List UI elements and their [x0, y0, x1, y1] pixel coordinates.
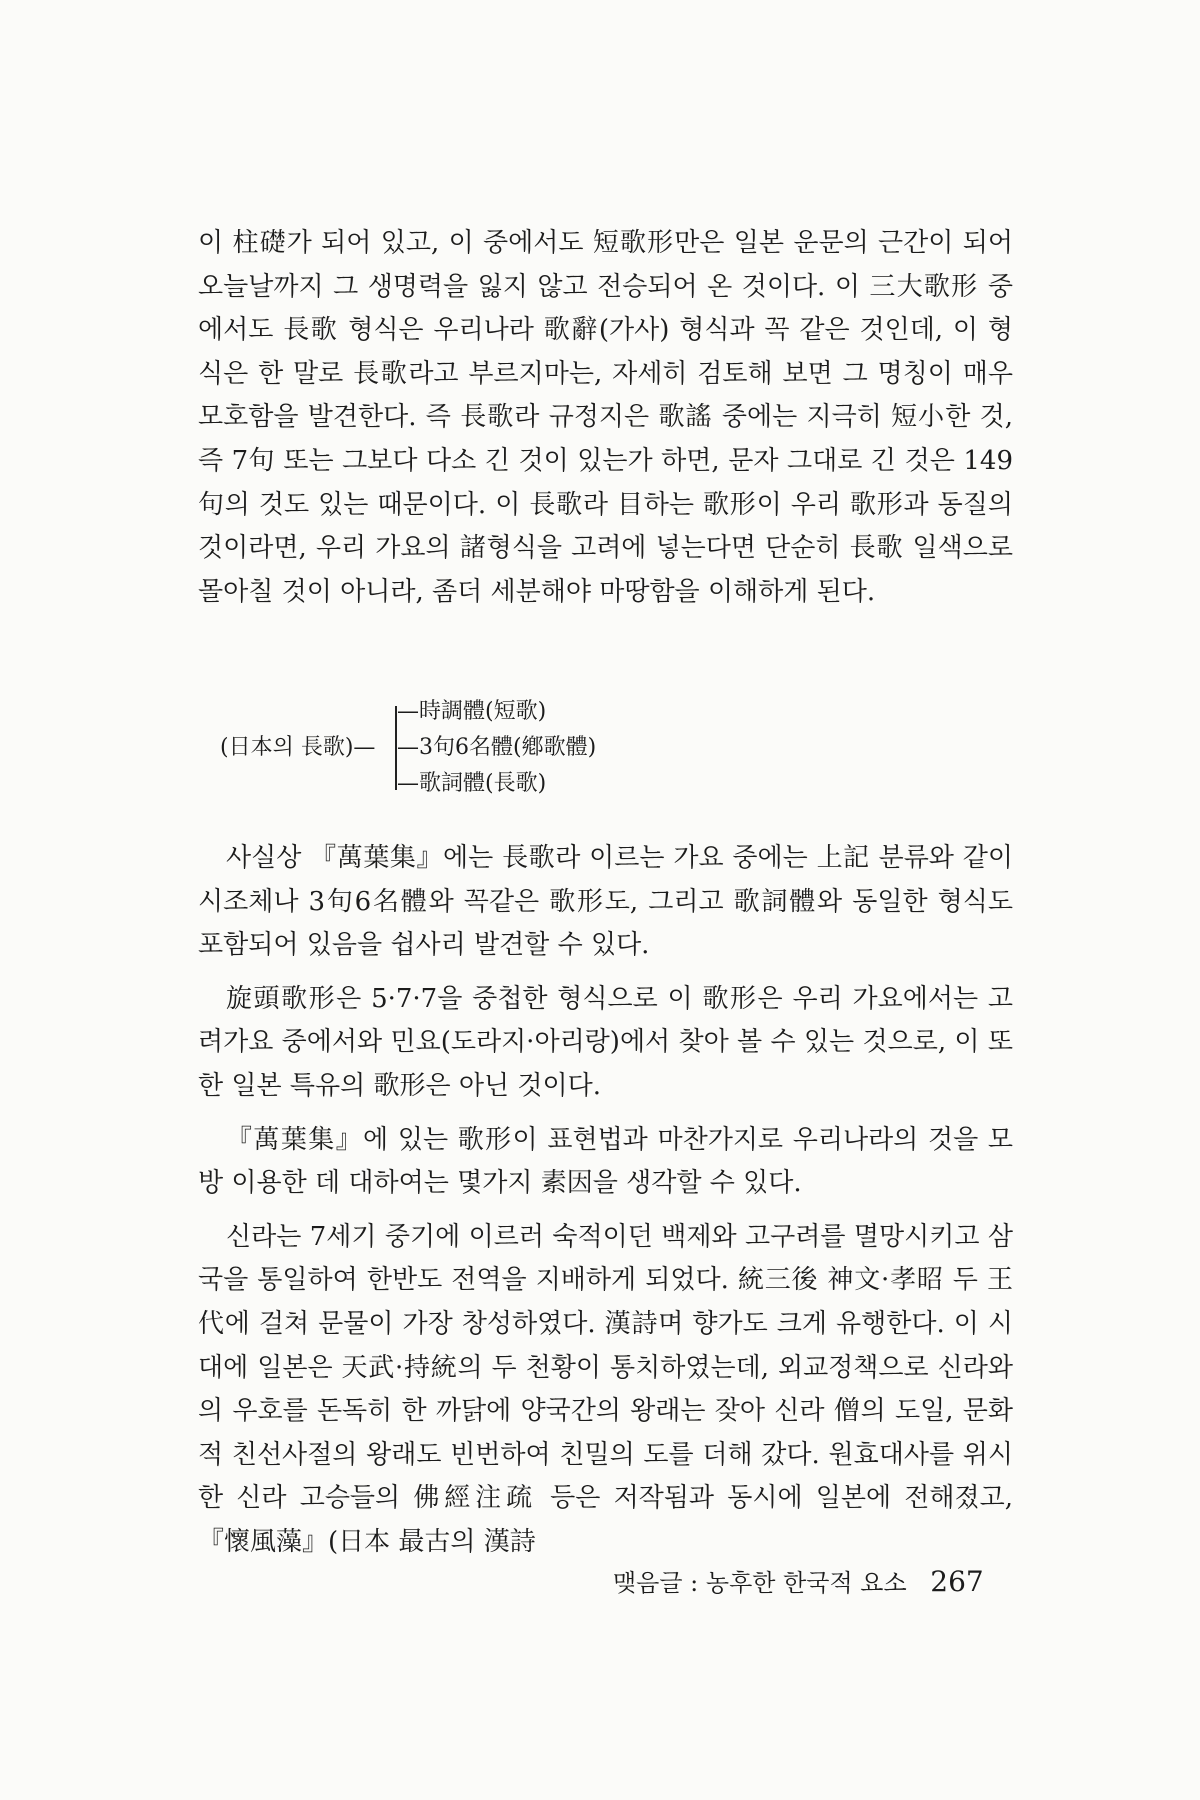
running-footer [613, 1563, 984, 1598]
paragraph: 『萬葉集』에 있는 歌形이 표현법과 마찬가지로 우리나라의 것을 모방 이용한 데 대하여는 몇가지 素因을 생각할 수 있다. [198, 1124, 1013, 1199]
body-text-bottom [198, 837, 1013, 1565]
diagram-branch: — 歌詞體(長歌) [397, 766, 546, 802]
page-number: 267 [930, 1565, 984, 1598]
footer-chapter-title: 맺음글 : 농후한 한국적 요소 [613, 1569, 907, 1597]
long-song-classification-diagram [220, 694, 720, 804]
diagram-branch: — 時調體(短歌) [397, 694, 546, 730]
paragraph: 旋頭歌形은 5·7·7을 중첩한 형식으로 이 歌形은 우리 가요에서는 고려가요 중에서와 민요(도라지·아리랑)에서 찾아 볼 수 있는 것으로, 이 또한 일본 특유의 歌形은 아닌 것이다. [198, 983, 1013, 1101]
paragraph: 신라는 7세기 중기에 이르러 숙적이던 백제와 고구려를 멸망시키고 삼국을 통일하여 한반도 전역을 지배하게 되었다. 統三後 神文·孝昭 두 王代에 걸쳐 문물이 가장 창성하였다. 漢詩며 향가도 크게 유행한다. 이 시대에 일본은 天武·持統의 두 천황이 통치하였는데, 외교정책으로 신라와의 우호를 돈독히 한 까닭에 양국간의 왕래는 잦아 신라 僧의 도일, 문화적 친선사절의 왕래도 빈번하여 친밀의 도를 더해 갔다. 원효대사를 위시한 신라 고승들의 佛經注疏 등은 저작됨과 동시에 일본에 전해졌고, 『懷風藻』(日本 最古의 漢詩 [198, 1221, 1013, 1557]
diagram-root-label: (日本의 長歌)— [220, 735, 376, 760]
diagram-branch: — 3句6名體(鄕歌體) [397, 730, 596, 766]
paragraph: 이 柱礎가 되어 있고, 이 중에서도 短歌形만은 일본 운문의 근간이 되어 오늘날까지 그 생명력을 잃지 않고 전승되어 온 것이다. 이 三大歌形 중에서도 長歌 형식은 우리나라 歌辭(가사) 형식과 꼭 같은 것인데, 이 형식은 한 말로 長歌라고 부르지마는, 자세히 검토해 보면 그 명칭이 매우 모호함을 발견한다. 즉 長歌라 규정지은 歌謠 중에는 지극히 短小한 것, 즉 7句 또는 그보다 다소 긴 것이 있는가 하면, 문자 그대로 긴 것은 149句의 것도 있는 때문이다. 이 長歌라 目하는 歌形이 우리 歌形과 동질의 것이라면, 우리 가요의 諸형식을 고려에 넣는다면 단순히 長歌 일색으로 몰아칠 것이 아니라, 좀더 세분해야 마땅함을 이해하게 된다. [198, 228, 1013, 607]
paragraph: 사실상 『萬葉集』에는 長歌라 이르는 가요 중에는 上記 분류와 같이 시조체나 3句6名體와 꼭같은 歌形도, 그리고 歌詞體와 동일한 형식도 포함되어 있음을 쉽사리 발견할 수 있다. [198, 843, 1013, 961]
body-text-top [198, 222, 1013, 614]
